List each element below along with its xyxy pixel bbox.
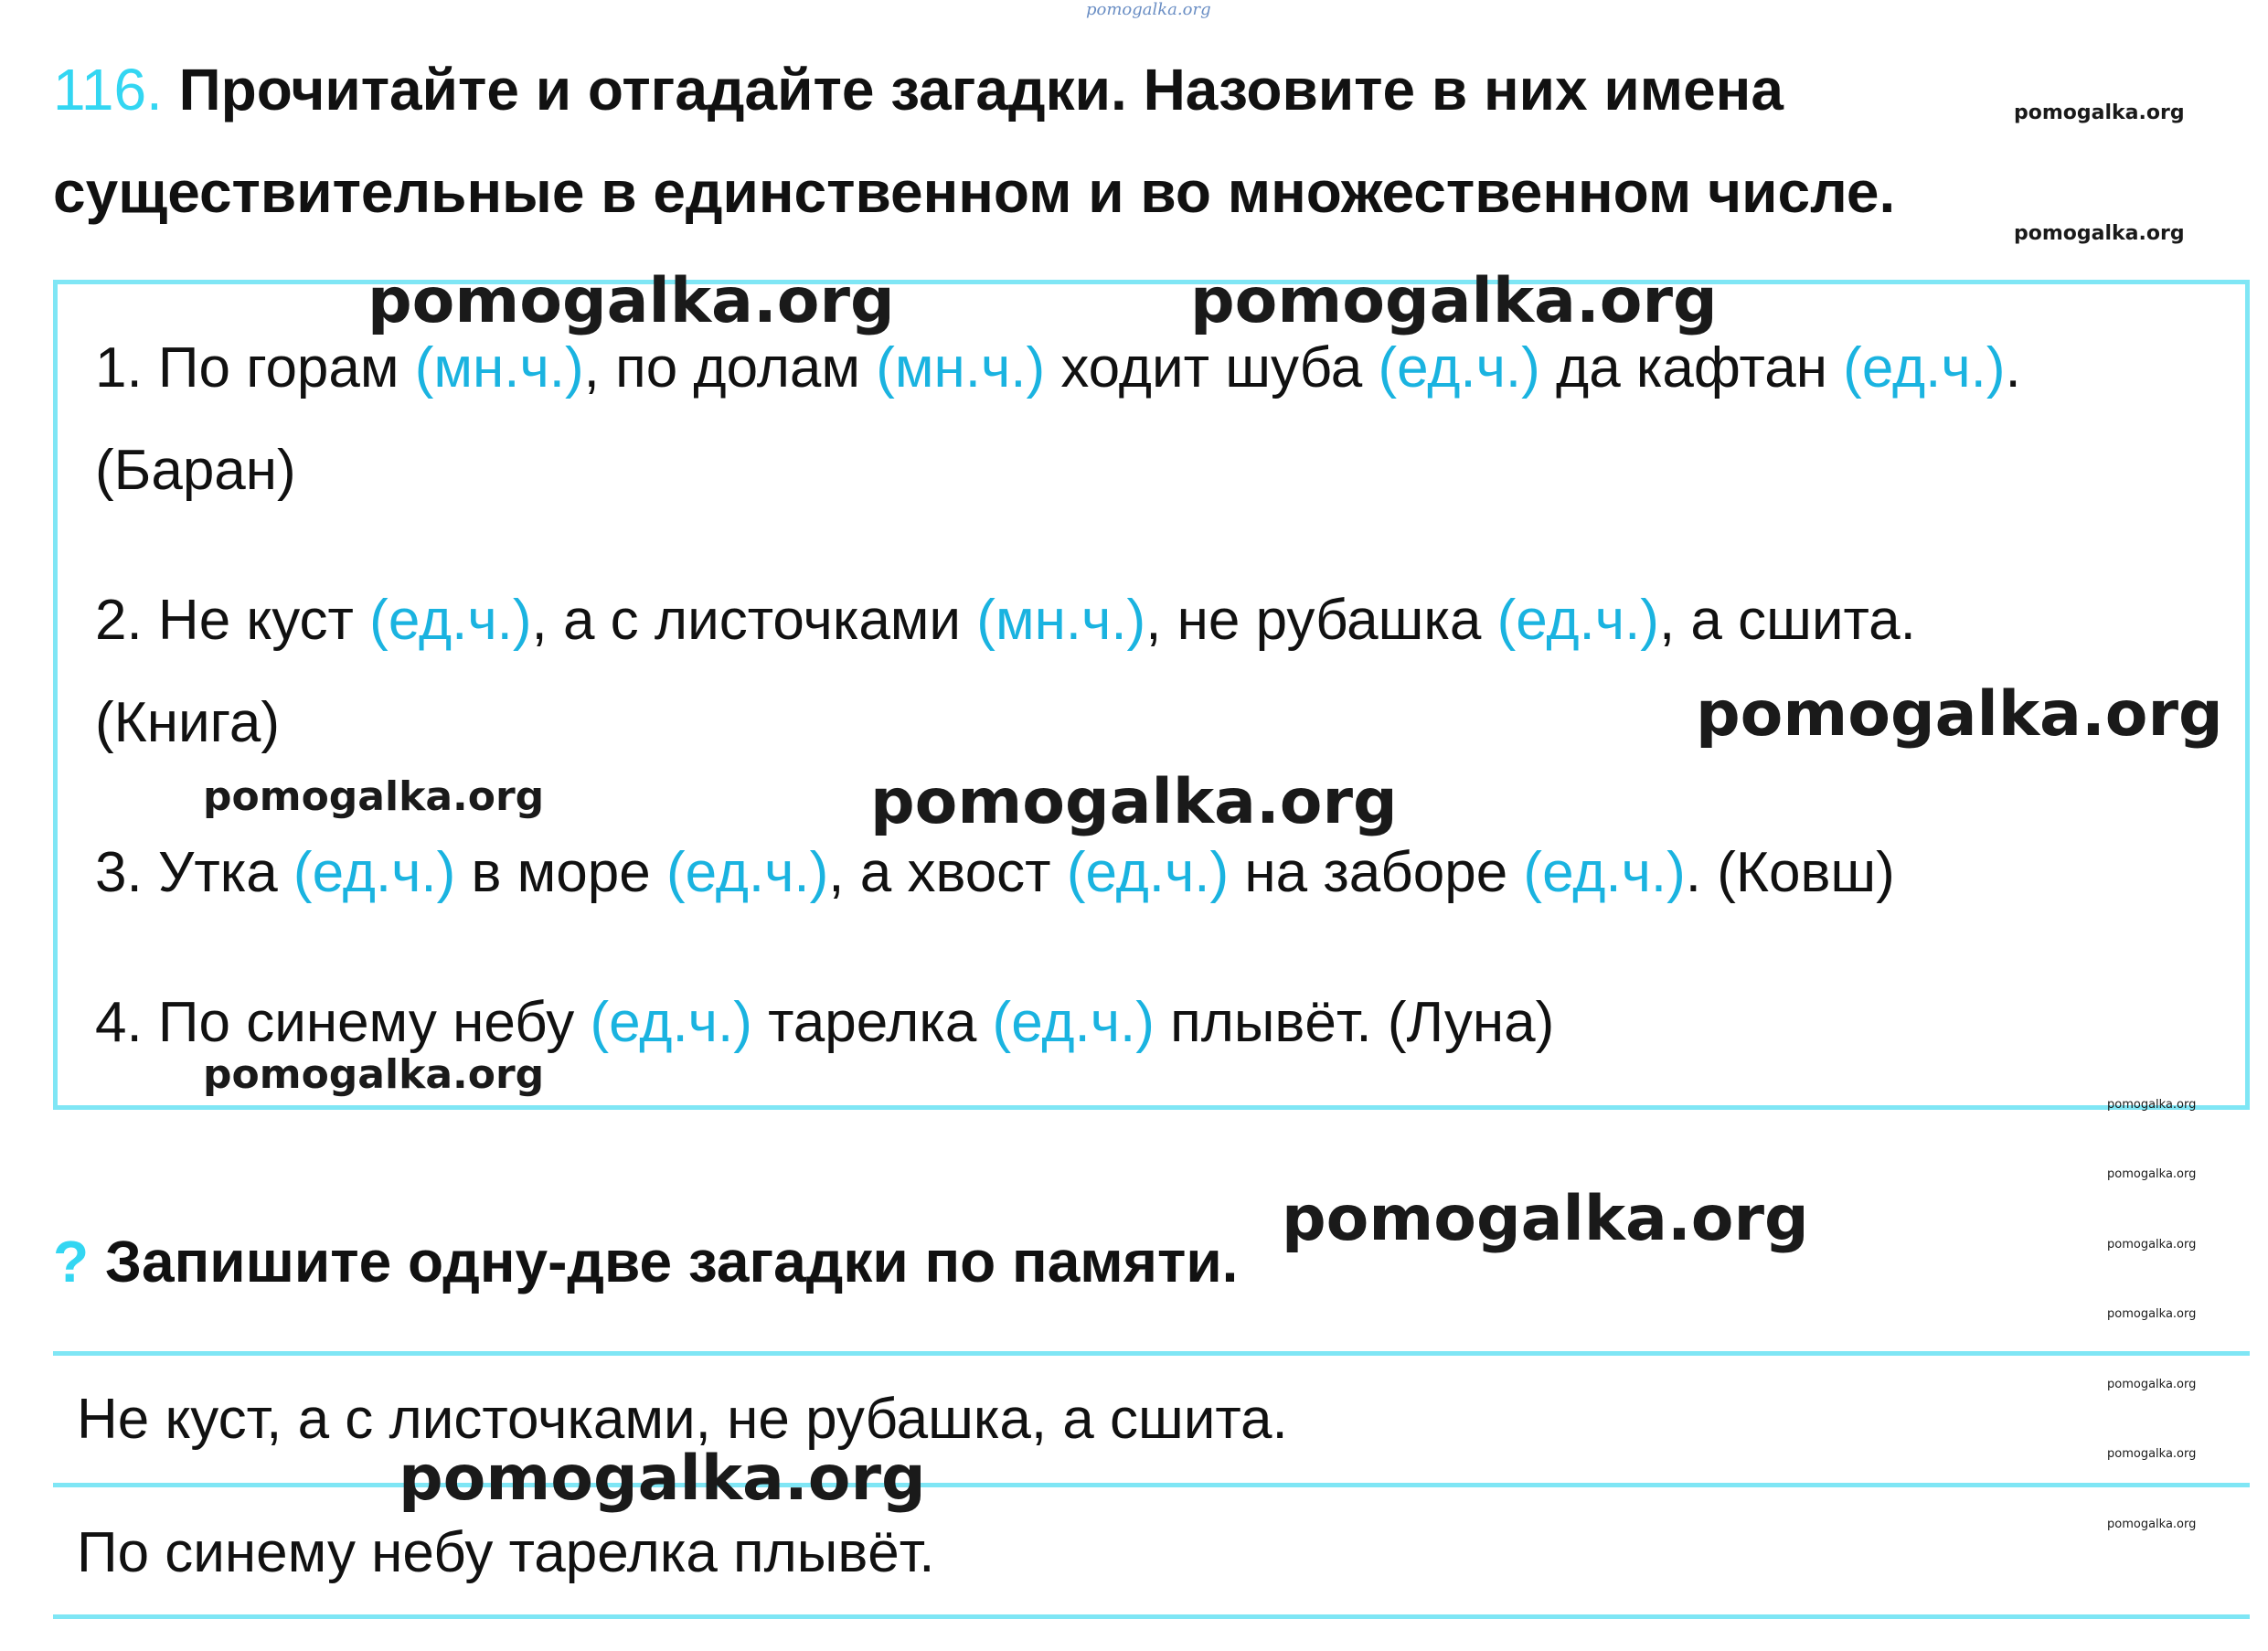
watermark-big-5: pomogalka.org xyxy=(1282,1183,1809,1255)
watermark-tiny-6: pomogalka.org xyxy=(2107,1447,2197,1461)
riddle-3-text-b: в море xyxy=(455,841,666,904)
watermark-big-3: pomogalka.org xyxy=(1696,678,2223,751)
riddle-3-tag-b: (ед.ч.) xyxy=(665,841,829,904)
riddle-2-tag-a: (ед.ч.) xyxy=(369,589,532,652)
riddle-1-text-e: . xyxy=(2005,336,2021,399)
answer-rule-2 xyxy=(53,1483,2250,1487)
answer-1: Не куст, а с листочками, не рубашка, а сшита. xyxy=(77,1388,1288,1451)
riddle-2-text-a: 2. Не куст xyxy=(95,589,370,652)
riddle-3-text-c: , а хвост xyxy=(828,841,1067,904)
watermark-mid-1: pomogalka.org xyxy=(203,773,545,820)
watermark-tiny-2: pomogalka.org xyxy=(2107,1167,2197,1181)
watermark-big-6: pomogalka.org xyxy=(399,1443,926,1515)
riddle-3-text-e: . (Ковш) xyxy=(1685,841,1895,904)
riddle-3-tag-c: (ед.ч.) xyxy=(1066,841,1230,904)
watermark-tiny-7: pomogalka.org xyxy=(2107,1518,2197,1531)
riddle-1-text-a: 1. По горам xyxy=(95,336,415,399)
riddle-3-text-a: 3. Утка xyxy=(95,841,293,904)
riddle-4-tag-a: (ед.ч.) xyxy=(590,991,752,1054)
riddle-2-answer: (Книга) xyxy=(95,691,281,754)
riddle-3-tag-a: (ед.ч.) xyxy=(293,841,456,904)
riddle-4 xyxy=(95,991,1555,1054)
task-heading-line2: существительные в единственном и во множественном числе. xyxy=(53,159,1896,225)
riddle-2-text-c: , не рубашка xyxy=(1145,589,1497,652)
riddle-3-text-d: на заборе xyxy=(1229,841,1524,904)
riddle-2-text-b: , а с листочками xyxy=(531,589,977,652)
watermark-tiny-3: pomogalka.org xyxy=(2107,1238,2197,1252)
riddle-1-tag-a: (мн.ч.) xyxy=(414,336,584,399)
watermark-tiny-1: pomogalka.org xyxy=(2107,1098,2197,1112)
answer-rule-1 xyxy=(53,1351,2250,1356)
task-number: 116. xyxy=(53,57,163,122)
riddle-1-tag-d: (ед.ч.) xyxy=(1843,336,2006,399)
riddle-2-tag-c: (ед.ч.) xyxy=(1496,589,1659,652)
riddle-2 xyxy=(95,589,1916,652)
riddle-4-tag-b: (ед.ч.) xyxy=(992,991,1155,1054)
question-text: Запишите одну-две загадки по памяти. xyxy=(104,1229,1239,1294)
riddle-4-text-a: 4. По синему небу xyxy=(95,991,591,1054)
watermark-big-1: pomogalka.org xyxy=(367,265,895,337)
watermark-top: pomogalka.org xyxy=(1086,0,1211,19)
task-heading-line1 xyxy=(53,57,1784,122)
watermark-big-4: pomogalka.org xyxy=(870,766,1398,838)
answer-2: По синему небу тарелка плывёт. xyxy=(77,1521,935,1584)
question-mark-icon: ? xyxy=(53,1229,90,1294)
riddle-1-text-d: да кафтан xyxy=(1539,336,1844,399)
watermark-small-2: pomogalka.org xyxy=(2014,222,2185,245)
riddle-3-tag-d: (ед.ч.) xyxy=(1523,841,1686,904)
watermark-big-2: pomogalka.org xyxy=(1190,265,1718,337)
riddle-4-text-b: тарелка xyxy=(751,991,993,1054)
answer-rule-3 xyxy=(53,1614,2250,1619)
riddle-3 xyxy=(95,841,1895,904)
riddle-1-text-c: ходит шуба xyxy=(1045,336,1379,399)
riddle-1 xyxy=(95,336,2021,399)
riddle-1-text-b: , по долам xyxy=(583,336,877,399)
watermark-small-1: pomogalka.org xyxy=(2014,101,2185,124)
task-heading-text1: Прочитайте и отгадайте загадки. Назовите в них имена xyxy=(178,57,1784,122)
riddle-4-text-c: плывёт. (Луна) xyxy=(1154,991,1555,1054)
watermark-tiny-5: pomogalka.org xyxy=(2107,1378,2197,1391)
riddle-2-text-d: , а сшита. xyxy=(1658,589,1916,652)
watermark-mid-2: pomogalka.org xyxy=(203,1051,545,1098)
riddle-1-answer: (Баран) xyxy=(95,439,296,502)
watermark-tiny-4: pomogalka.org xyxy=(2107,1307,2197,1321)
riddle-1-tag-b: (мн.ч.) xyxy=(876,336,1046,399)
riddle-2-tag-b: (мн.ч.) xyxy=(976,589,1146,652)
riddle-1-tag-c: (ед.ч.) xyxy=(1378,336,1540,399)
question-line xyxy=(53,1229,1239,1294)
